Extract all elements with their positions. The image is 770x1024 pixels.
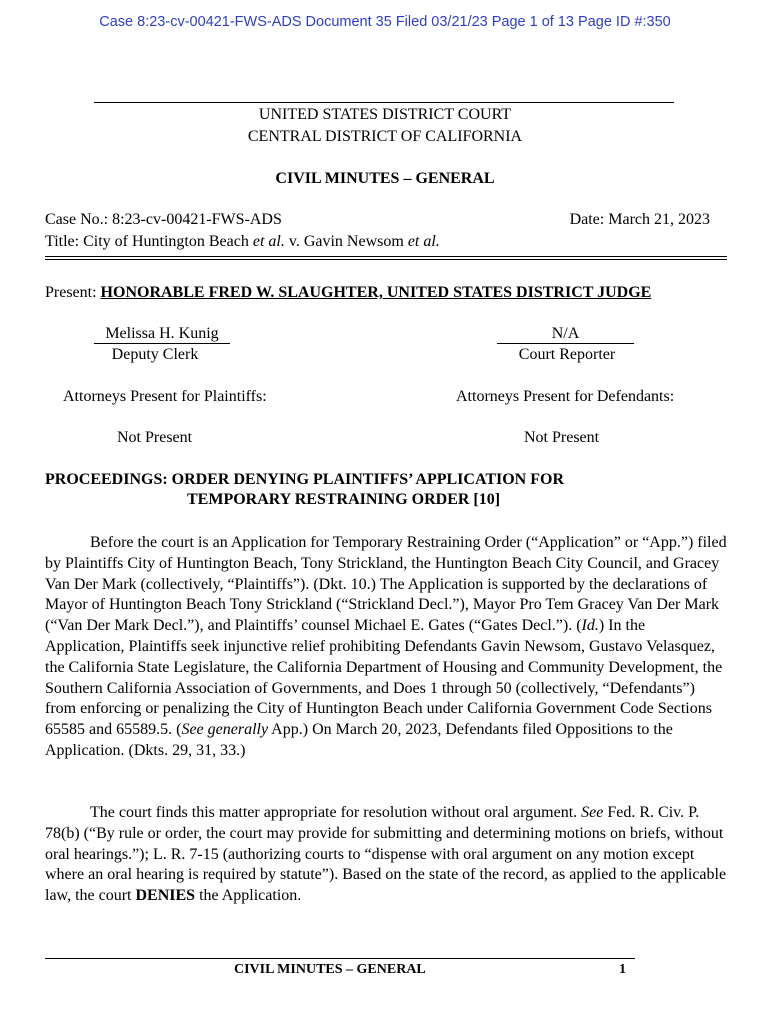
paragraph-background	[45, 533, 727, 762]
filing-header-stamp: Case 8:23-cv-00421-FWS-ADS Document 35 Filed 03/21/23 Page 1 of 13 Page ID #:350	[99, 14, 671, 30]
case-title-line	[45, 233, 440, 251]
citation-see: See	[581, 804, 604, 821]
defendants-attorneys-value: Not Present	[524, 429, 600, 446]
case-title-plaintiff: City of Huntington Beach	[83, 233, 249, 250]
judge-name: HONORABLE FRED W. SLAUGHTER, UNITED STATES DISTRICT JUDGE	[100, 284, 652, 301]
present-label: Present:	[45, 284, 97, 301]
present-line	[45, 284, 651, 302]
case-date-label: Date:	[569, 211, 605, 228]
court-district: CENTRAL DISTRICT OF CALIFORNIA	[247, 128, 523, 145]
case-number-line	[45, 211, 282, 229]
case-title-defendant: v. Gavin Newsom	[288, 233, 404, 250]
document-title: CIVIL MINUTES – GENERAL	[275, 170, 495, 187]
plaintiffs-attorneys-label: Attorneys Present for Plaintiffs:	[63, 388, 267, 405]
plaintiffs-attorneys-value: Not Present	[117, 429, 193, 446]
paragraph-background-text-2: ) In the Application, Plaintiffs seek injunctive relief prohibiting Defendants Gavin Newsom, Gustavo Velasquez, the California State Legislature, the California Department of Housing and Community Development, the Southern California Association of Governments, and Does 1 through 50 (collectively, “Defendants”) from enforcing or penalizing the City of Huntington Beach under California Government Code Sections 65585 and 65589.5. (	[45, 617, 723, 739]
case-title-etal-1: et al.	[252, 233, 285, 250]
reporter-name: N/A	[497, 325, 634, 344]
clerk-role: Deputy Clerk	[111, 346, 199, 363]
footer-title: CIVIL MINUTES – GENERAL	[234, 962, 426, 977]
court-name: UNITED STATES DISTRICT COURT	[258, 106, 512, 123]
top-rule	[94, 102, 674, 103]
case-title-etal-2: et al.	[407, 233, 440, 250]
clerk-name: Melissa H. Kunig	[94, 325, 230, 344]
ruling-denies: DENIES	[135, 887, 196, 905]
footer-page-number: 1	[619, 962, 626, 977]
double-rule-top	[45, 256, 727, 257]
case-date: March 21, 2023	[608, 211, 710, 228]
case-number-label: Case No.:	[45, 211, 109, 228]
paragraph-ruling-text-2: Fed. R. Civ. P. 78(b) (“By rule or order, the court may provide for submitting and determining motions on briefs, without oral hearings.”); L. R. 7-15 (authorizing courts to “dispense with oral argument on any motion except where an oral hearing is required by statute”). Based on the state of the record, as applied to the applicable law, the court	[45, 804, 727, 905]
paragraph-background-text-3: App.) On March 20, 2023, Defendants filed Oppositions to the Application. (Dkts. 29, 31, 33.)	[45, 721, 673, 759]
footer-rule	[45, 958, 635, 959]
case-title-label: Title:	[45, 233, 80, 250]
paragraph-ruling	[45, 803, 727, 907]
case-number: 8:23-cv-00421-FWS-ADS	[112, 211, 282, 228]
paragraph-ruling-text-1: The court finds this matter appropriate for resolution without oral argument.	[90, 804, 582, 821]
citation-see-generally: See generally	[181, 721, 269, 739]
reporter-role: Court Reporter	[518, 346, 616, 363]
proceedings-heading-line1: PROCEEDINGS: ORDER DENYING PLAINTIFFS’ APPLICATION FOR	[45, 471, 564, 488]
double-rule-bottom	[45, 259, 727, 260]
paragraph-ruling-text-3: the Application.	[195, 887, 302, 905]
citation-id: Id.	[581, 617, 599, 635]
defendants-attorneys-label: Attorneys Present for Defendants:	[456, 388, 675, 405]
proceedings-heading-line2: TEMPORARY RESTRAINING ORDER [10]	[187, 491, 501, 508]
case-date-line	[570, 211, 710, 229]
paragraph-background-text-1: Before the court is an Application for Temporary Restraining Order (“Application” or “App.”) filed by Plaintiffs City of Huntington Beach, Tony Strickland, the Huntington Beach City Council, and Gracey Van Der Mark (collectively, “Plaintiffs”). (Dkt. 10.) The Application is supported by the declarations of Mayor of Huntington Beach Tony Strickland (“Strickland Decl.”), Mayor Pro Tem Gracey Van Der Mark (“Van Der Mark Decl.”), and Plaintiffs’ counsel Michael E. Gates (“Gates Decl.”). (	[45, 534, 727, 635]
